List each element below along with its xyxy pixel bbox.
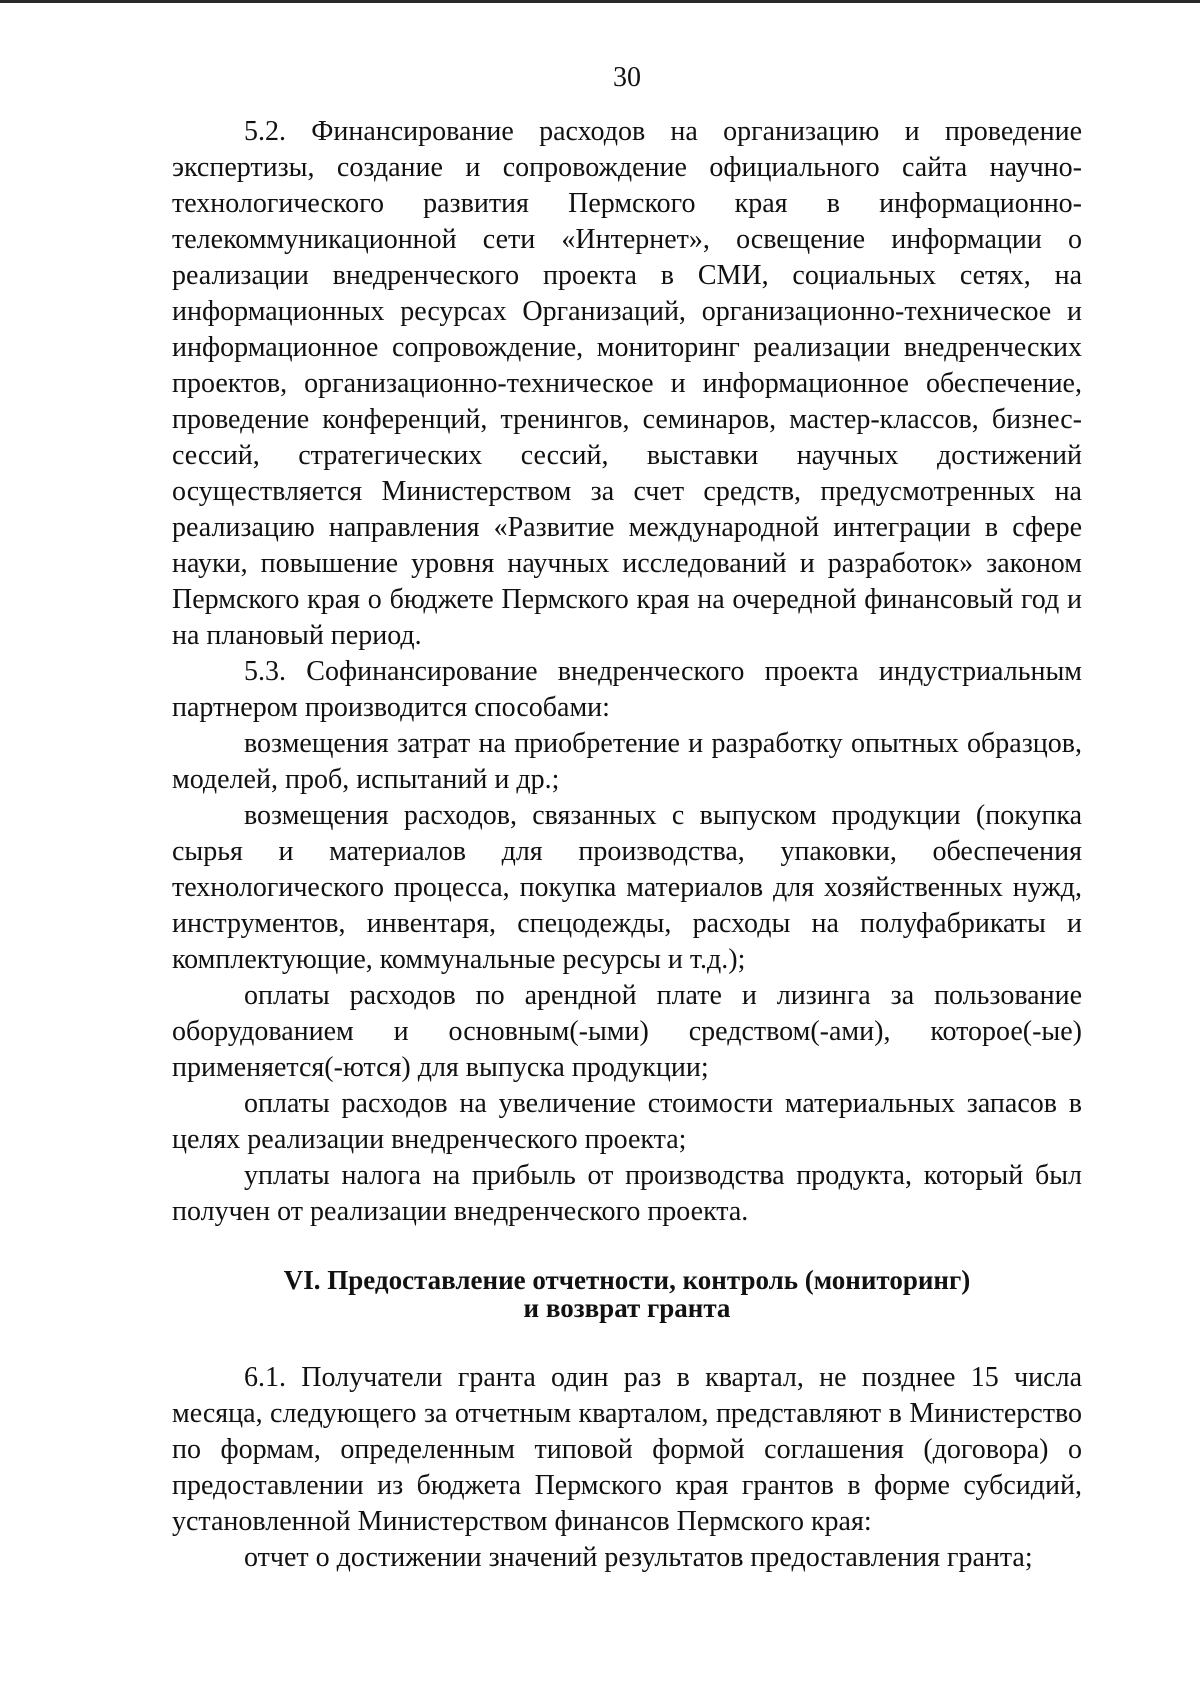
document-body <box>172 114 1082 1576</box>
list-item-production-costs: возмещения расходов, связанных с выпуском продукции (покупка сырья и материалов для производства, упаковки, обеспечения технологического процесса, покупка материалов для хозяйственных нужд, инструментов, инвентаря, спецодежды, расходы на полуфабрикаты и комплектующие, коммунальные ресурсы и т.д.); <box>172 800 1082 975</box>
section-heading <box>172 1266 1082 1322</box>
section-heading-line-2: и возврат гранта <box>523 1293 731 1323</box>
list-item-results-report: отчет о достижении значений результатов предоставления гранта; <box>244 1542 1033 1573</box>
section-heading-line-1: VI. Предоставление отчетности, контроль (мониторинг) <box>283 1265 971 1295</box>
page-number: 30 <box>613 62 641 93</box>
paragraph-5-2: 5.2. Финансирование расходов на организацию и проведение экспертизы, создание и сопровождение официального сайта научно-технологического развития Пермского края в информационно-телекоммуникационной сети «Интернет», освещение информации о реализации внедренческого проекта в СМИ, социальных сетях, на информационных ресурсах Организаций, организационно-техническое и информационное сопровождение, мониторинг реализации внедренческих проектов, организационно-техническое и информационное обеспечение, проведение конференций, тренингов, семинаров, мастер-классов, бизнес-сессий, стратегических сессий, выставки научных достижений осуществляется Министерством за счет средств, предусмотренных на реализацию направления «Развитие международной интеграции в сфере науки, повышение уровня научных исследований и разработок» законом Пермского края о бюджете Пермского края на очередной финансовый год и на плановый период. <box>172 116 1082 651</box>
list-item-prototypes: возмещения затрат на приобретение и разработку опытных образцов, моделей, проб, испытаний и др.; <box>172 728 1082 795</box>
scan-edge-line <box>0 0 1200 3</box>
paragraph-6-1: 6.1. Получатели гранта один раз в квартал, не позднее 15 числа месяца, следующего за отчетным кварталом, представляют в Министерство по формам, определенным типовой формой соглашения (договора) о предоставлении из бюджета Пермского края грантов в форме субсидий, установленной Министерством финансов Пермского края: <box>172 1362 1082 1537</box>
list-item-lease-costs: оплаты расходов по арендной плате и лизинга за пользование оборудованием и основным(-ыми) средством(-ами), которое(-ые) применяется(-ются) для выпуска продукции; <box>172 980 1082 1083</box>
list-item-material-stocks: оплаты расходов на увеличение стоимости материальных запасов в целях реализации внедренческого проекта; <box>172 1088 1082 1155</box>
paragraph-5-3: 5.3. Софинансирование внедренческого проекта индустриальным партнером производится способами: <box>172 656 1082 723</box>
list-item-profit-tax: уплаты налога на прибыль от производства продукта, который был получен от реализации внедренческого проекта. <box>172 1160 1082 1227</box>
